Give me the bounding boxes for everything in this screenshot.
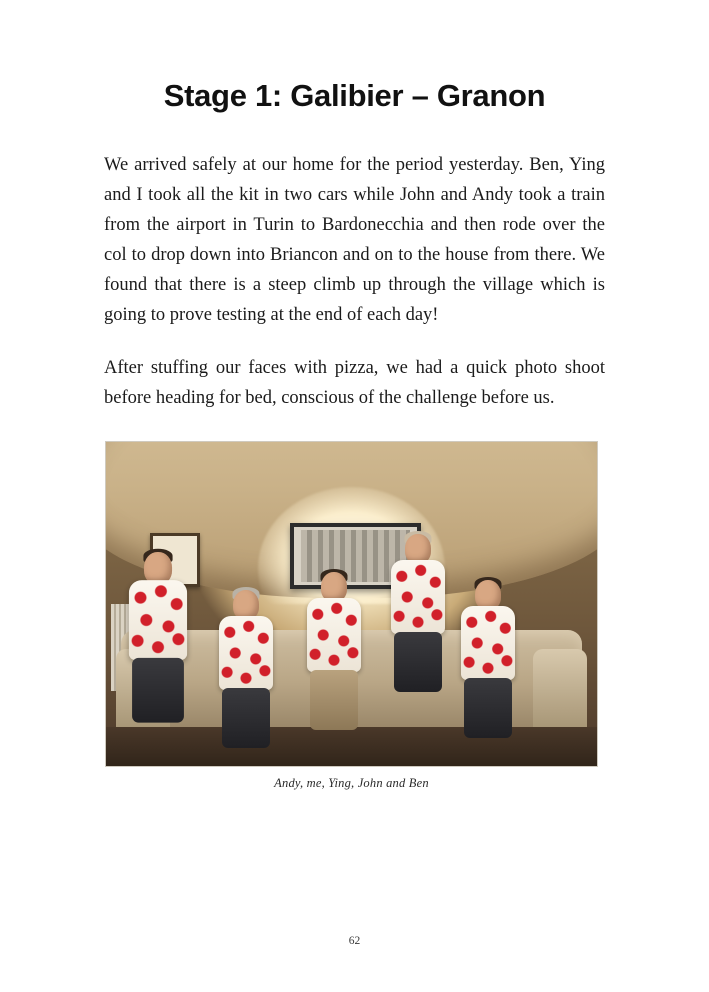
- body-paragraph-2: After stuffing our faces with pizza, we had a quick photo shoot before heading for bed, conscious of the challenge before us.: [104, 358, 605, 408]
- photo-person-legs: [132, 658, 184, 723]
- figure-caption: Andy, me, Ying, John and Ben: [274, 776, 429, 790]
- photo-person-jersey: [391, 560, 445, 634]
- photo-person-jersey: [129, 580, 187, 660]
- photo-person-jersey: [307, 598, 361, 672]
- photo-person-legs: [394, 632, 442, 692]
- photo-person-jersey: [461, 606, 515, 680]
- photo-person-jersey: [219, 616, 273, 690]
- photo-person-legs: [310, 670, 358, 730]
- photo-floor: [106, 727, 597, 766]
- group-photo-image: [105, 441, 598, 767]
- figure: [105, 441, 598, 791]
- photo-person-legs: [464, 678, 512, 738]
- page-title: Stage 1: Galibier – Granon: [163, 78, 546, 113]
- body-paragraph-1: We arrived safely at our home for the period yesterday. Ben, Ying and I took all the kit in two cars while John and Andy took a train from the airport in Turin to Bardonecchia and then rode over the col to drop down into Briancon and on to the house from there. We found that there is a steep climb up through the village which is going to prove testing at the end of each day!: [104, 155, 605, 325]
- photo-person-legs: [222, 688, 270, 748]
- page-number: 62: [348, 935, 361, 947]
